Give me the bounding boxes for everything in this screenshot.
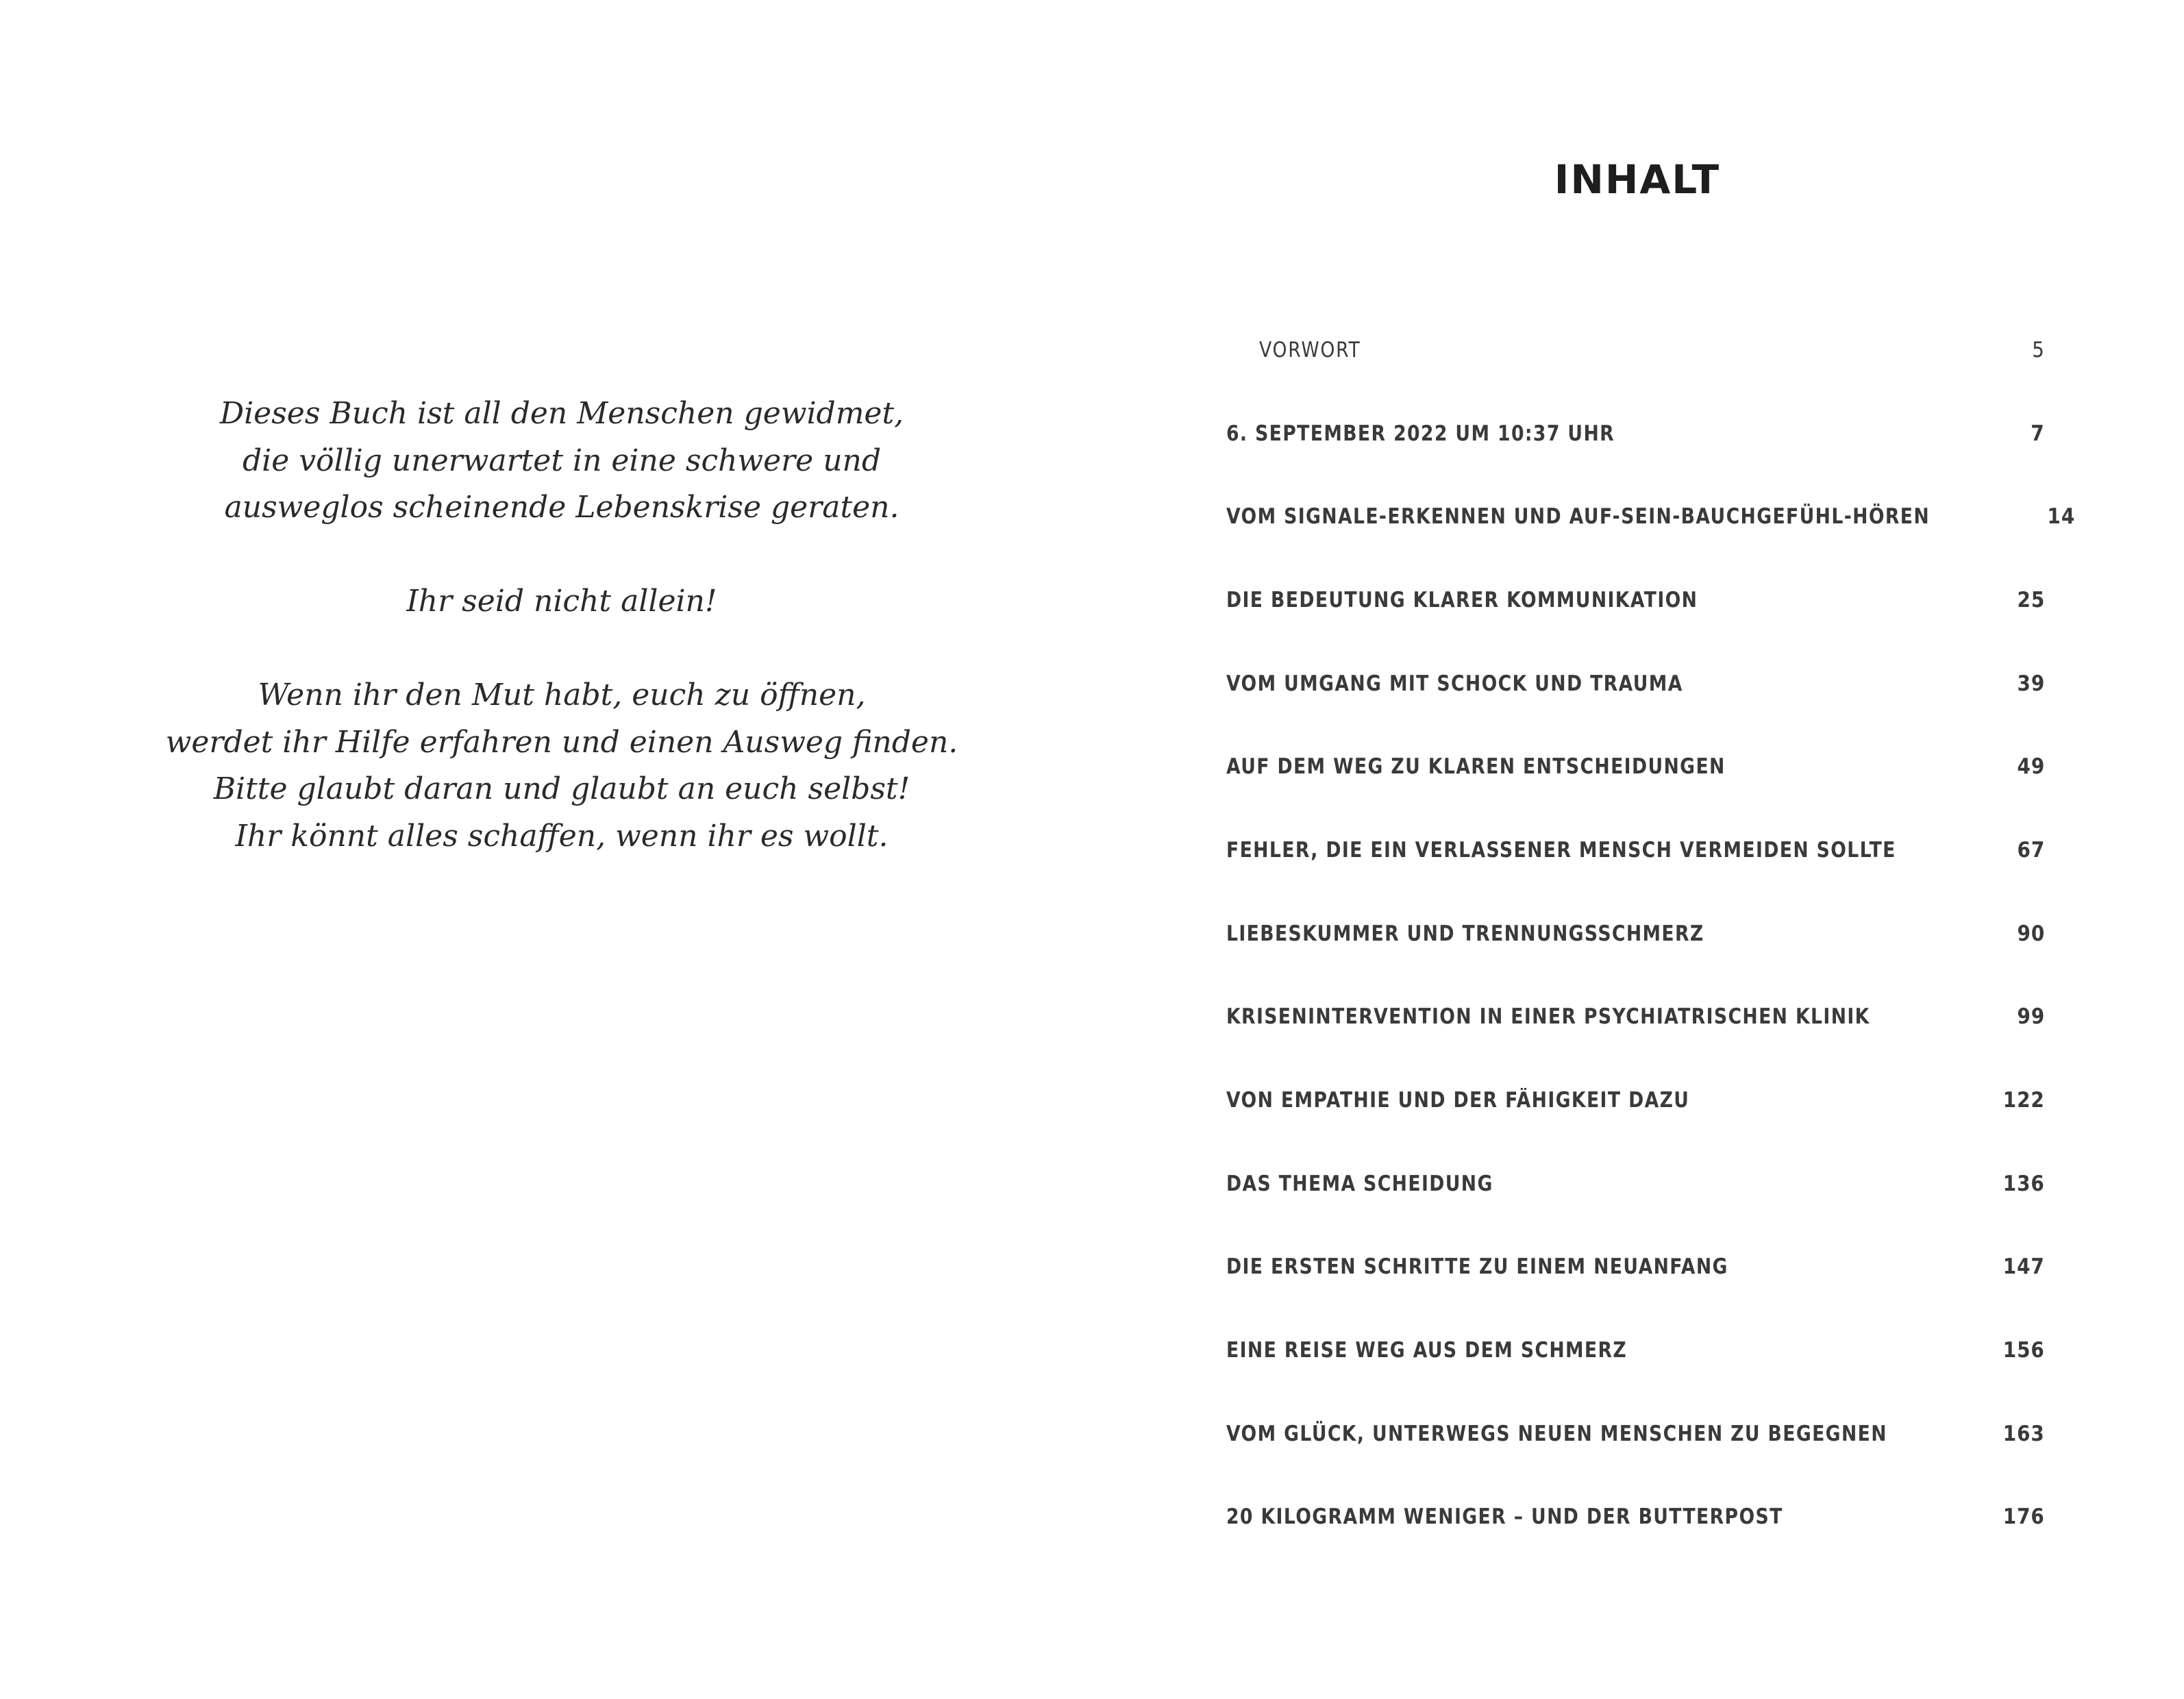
- table-of-contents: [1226, 308, 2076, 1559]
- toc-entry-page-number: 49: [2017, 754, 2045, 780]
- toc-entry-title: VOM UMGANG MIT SCHOCK UND TRAUMA: [1226, 671, 1683, 696]
- toc-heading: INHALT: [1554, 156, 1721, 203]
- toc-entry-page-number: 7: [2031, 421, 2045, 446]
- dedication-line: Ihr seid nicht allein!: [406, 584, 717, 619]
- toc-entry-page-number: 5: [2032, 337, 2045, 362]
- toc-entry-page-number: 147: [2003, 1254, 2045, 1280]
- toc-entry-title: VOM GLÜCK, UNTERWEGS NEUEN MENSCHEN ZU BEGEGNEN: [1226, 1421, 1887, 1446]
- toc-entry-page-number: 25: [2017, 587, 2045, 612]
- toc-entry-title: DIE ERSTEN SCHRITTE ZU EINEM NEUANFANG: [1226, 1254, 1728, 1280]
- toc-entry-title: FEHLER, DIE EIN VERLASSENER MENSCH VERMEIDEN SOLLTE: [1226, 837, 1896, 863]
- toc-entry-title: EINE REISE WEG AUS DEM SCHMERZ: [1226, 1338, 1628, 1363]
- toc-entry-title: DAS THEMA SCHEIDUNG: [1226, 1171, 1493, 1196]
- toc-entry-title: LIEBESKUMMER UND TRENNUNGSSCHMERZ: [1226, 921, 1704, 946]
- toc-entry: [1226, 392, 2045, 475]
- toc-entry: [1226, 1392, 2045, 1476]
- dedication-text: [158, 390, 966, 860]
- toc-entry: [1226, 976, 2045, 1059]
- dedication-line: werdet ihr Hilfe erfahren und einen Ausweg finden.: [165, 724, 958, 760]
- toc-entry: [1226, 475, 2076, 558]
- toc-entry: [1226, 892, 2045, 976]
- toc-entry-title: VOM SIGNALE-ERKENNEN UND AUF-SEIN-BAUCHGEFÜHL-HÖREN: [1226, 504, 1931, 530]
- toc-entry-page-number: 99: [2017, 1004, 2045, 1030]
- toc-entry: [1226, 642, 2045, 726]
- toc-entry-title: AUF DEM WEG ZU KLAREN ENTSCHEIDUNGEN: [1226, 754, 1726, 780]
- dedication-line: Bitte glaubt daran und glaubt an euch selbst!: [213, 771, 910, 806]
- toc-entry-title: 6. SEPTEMBER 2022 UM 10:37 UHR: [1226, 421, 1615, 446]
- toc-entry-page-number: 163: [2003, 1421, 2045, 1446]
- dedication-spacer: [158, 532, 966, 579]
- toc-entry: [1226, 1058, 2045, 1142]
- dedication-line: Dieses Buch ist all den Menschen gewidmet,: [219, 396, 904, 431]
- toc-entry: [1226, 558, 2045, 642]
- toc-entry-title: VORWORT: [1259, 337, 1361, 362]
- toc-entry: [1226, 1309, 2045, 1392]
- toc-entry-page-number: 156: [2003, 1338, 2045, 1363]
- dedication-line: Wenn ihr den Mut habt, euch zu öffnen,: [258, 678, 866, 712]
- toc-entry-title: 20 KILOGRAMM WENIGER – UND DER BUTTERPOST: [1226, 1504, 1783, 1530]
- dedication-line: Ihr könnt alles schaffen, wenn ihr es wollt.: [235, 818, 889, 854]
- toc-entry: [1226, 308, 2045, 392]
- toc-entry-title: KRISENINTERVENTION IN EINER PSYCHIATRISCHEN KLINIK: [1226, 1004, 1870, 1030]
- toc-entry-page-number: 14: [2047, 504, 2076, 530]
- toc-entry: [1226, 1226, 2045, 1309]
- dedication-spacer: [158, 625, 966, 673]
- toc-entry-page-number: 122: [2003, 1088, 2045, 1113]
- toc-entry-page-number: 176: [2003, 1504, 2045, 1530]
- toc-entry: [1226, 1142, 2045, 1226]
- toc-entry-title: VON EMPATHIE UND DER FÄHIGKEIT DAZU: [1226, 1088, 1690, 1113]
- toc-entry: [1226, 808, 2045, 892]
- toc-entry-page-number: 90: [2017, 921, 2045, 946]
- dedication-line: die völlig unerwartet in eine schwere und: [242, 443, 882, 478]
- toc-entry-page-number: 136: [2003, 1171, 2045, 1196]
- toc-entry: [1226, 1476, 2045, 1559]
- dedication-line: ausweglos scheinende Lebenskrise geraten.: [224, 490, 899, 525]
- toc-entry-page-number: 67: [2017, 837, 2045, 863]
- toc-entry-page-number: 39: [2017, 671, 2045, 696]
- toc-entry-title: DIE BEDEUTUNG KLARER KOMMUNIKATION: [1226, 587, 1698, 612]
- toc-entry: [1226, 725, 2045, 808]
